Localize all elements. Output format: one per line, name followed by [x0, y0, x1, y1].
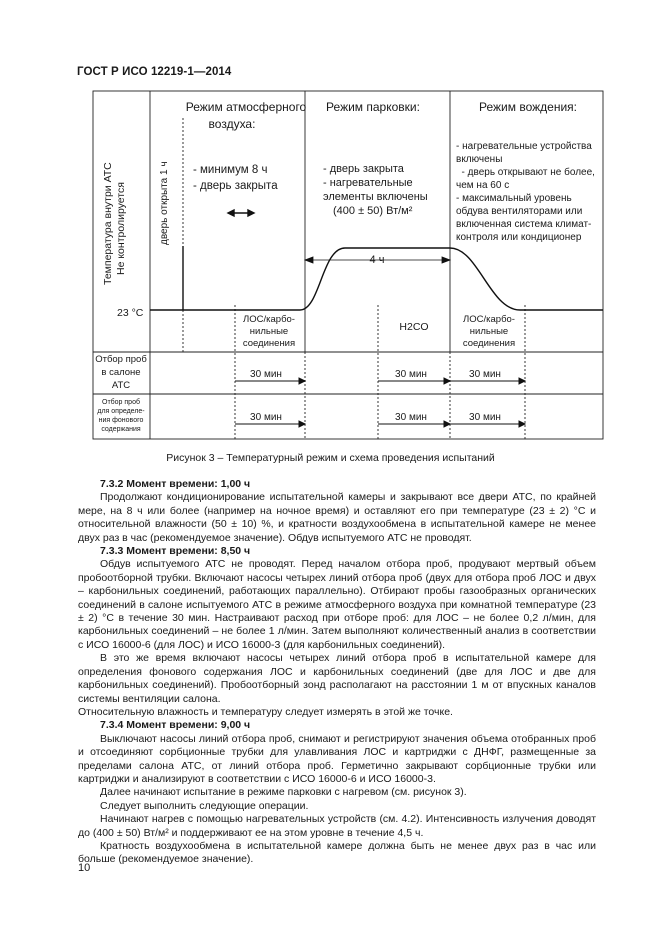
row-label: АТС: [111, 380, 131, 391]
voc-label: соединения: [462, 338, 516, 349]
atm-desc: - дверь закрыта: [193, 180, 278, 192]
row-label: в салоне: [101, 367, 141, 378]
duration-4h-label: 4 ч: [369, 254, 385, 266]
row-label: Отбор проб: [95, 354, 147, 365]
y-axis-label: Температура внутри АТС: [102, 162, 114, 285]
drive-desc: включены: [456, 154, 503, 165]
phase-title: Режим парковки:: [326, 100, 420, 114]
paragraph: Выключают насосы линий отбора проб, снимают и регистрируют значения объема отобранных проб и отсоединяют сорбционные трубки для улавливания ЛОС и картриджи с ДНФГ, размещенные за пределами салона АТС, от линий отбора проб. Герметично закрывают сорбционные трубки или картриджи и анализируют в соответствии с ИСО 16000-6 и ИСО 16000-3.: [78, 732, 596, 785]
paragraph: В это же время включают насосы четырех линий отбора проб в испытательной камере для определения фонового содержания ЛОС и карбонильных соединений (две для ЛОС и две для карбонильных соединений). Пробоотборный зонд располагают на расстоянии 1 м от впускных каналов системы вентиляции салона.: [78, 652, 596, 705]
park-desc: - нагревательные: [323, 177, 413, 189]
section-heading: 7.3.2 Момент времени: 1,00 ч: [100, 478, 251, 490]
paragraph: Обдув испытуемого АТС не проводят. Перед началом отбора проб, продувают мертвый объем пробоотборной трубки. Включают насосы четырех линий отбора проб (двух для отбора проб ЛОС и двух – карбонильных соединений, работающих параллельно). Отбирают пробы газообразных органических соединений в салоне испытуемого АТС в режиме атмосферного воздуха при комнатной температуре (23 ± 2) °С в течение 30 мин. Настраивают расход при отборе проб: для ЛОС – не более 0,2 л/мин, для карбонильных соединений – не более 1 л/мин. Затем выполняют количественный анализ в соответствии с ИСО 16000-6 (для ЛОС) и ИСО 16000-3 (для карбонильных соединений).: [78, 558, 596, 651]
paragraph: Далее начинают испытание в режиме парковки с нагревом (см. рисунок 3).: [100, 786, 467, 799]
park-desc: (400 ± 50) Вт/м²: [333, 205, 413, 217]
phase-title: Режим атмосферного: [185, 100, 307, 114]
sample-duration-label: 30 мин: [469, 412, 501, 423]
sample-duration-label: 30 мин: [469, 369, 501, 380]
drive-desc: - дверь открывают не более,: [456, 167, 595, 178]
sample-duration-label: 30 мин: [395, 412, 427, 423]
row-label: ния фонового: [98, 417, 144, 424]
drive-desc: включенная система климат-: [456, 219, 592, 230]
paragraph: Начинают нагрев с помощью нагревательных устройств (см. 4.2). Интенсивность излучения доводят до (400 ± 50) Вт/м² и поддерживают ее на этом уровне в течение 4,5 ч.: [78, 813, 596, 839]
voc-label: нильные: [469, 326, 509, 337]
drive-desc: - максимальный уровень: [456, 193, 572, 204]
temperature-23-label: 23 °C: [117, 307, 144, 319]
park-desc: элементы включены: [323, 191, 428, 203]
body-text: [78, 478, 596, 867]
paragraph-note: Относительную влажность и температуру следует измерять в этой же точке.: [78, 705, 453, 718]
voc-label: ЛОС/карбо-: [243, 314, 295, 325]
temperature-regime-diagram: [0, 0, 661, 450]
phase-title: воздуха:: [208, 117, 256, 131]
door-open-label: дверь открыта 1 ч: [159, 161, 170, 245]
section-heading: 7.3.4 Момент времени: 9,00 ч: [100, 719, 251, 732]
row-label: для определе-: [97, 408, 145, 415]
atm-desc: - минимум 8 ч: [193, 164, 268, 176]
h2co-label: H2CO: [399, 321, 429, 333]
paragraph: Следует выполнить следующие операции.: [100, 799, 309, 812]
voc-label: соединения: [242, 338, 296, 349]
y-axis-label: Не контролируется: [115, 182, 127, 275]
page-number: 10: [78, 862, 91, 874]
drive-desc: обдува вентиляторами или: [456, 206, 583, 217]
row-label: Отбор проб: [102, 399, 140, 406]
paragraph: Кратность воздухообмена в испытательной камере должна быть не менее двух раз в час или больше (рекомендуемое значение).: [78, 839, 596, 866]
drive-desc: контроля или кондиционер: [456, 232, 582, 243]
phase-title: Режим вождения:: [479, 100, 577, 114]
voc-label: ЛОС/карбо-: [463, 314, 515, 325]
drive-desc: - нагревательные устройства: [456, 141, 592, 152]
drive-desc: чем на 60 с: [456, 180, 510, 191]
figure-caption: Рисунок 3 – Температурный режим и схема проведения испытаний: [166, 452, 495, 464]
sample-duration-label: 30 мин: [250, 412, 282, 423]
paragraph: Продолжают кондиционирование испытательной камеры и закрывают все двери АТС, по крайней мере, на 8 ч или более (например на ночное время) и оставляют его при температуре (23 ± 2) °С и относительной влажности (50 ± 10) %, и кратности воздухообмена в испытательной камере не менее двух раз в час (рекомендуемое значение). Обдув испытуемого АТС не проводят.: [78, 491, 596, 544]
sample-duration-label: 30 мин: [250, 369, 282, 380]
row-label: содержания: [101, 426, 141, 433]
park-desc: - дверь закрыта: [323, 163, 404, 175]
sample-duration-label: 30 мин: [395, 369, 427, 380]
document-header: ГОСТ Р ИСО 12219-1—2014: [77, 66, 232, 78]
section-heading: 7.3.3 Момент времени: 8,50 ч: [100, 545, 251, 558]
voc-label: нильные: [249, 326, 289, 337]
